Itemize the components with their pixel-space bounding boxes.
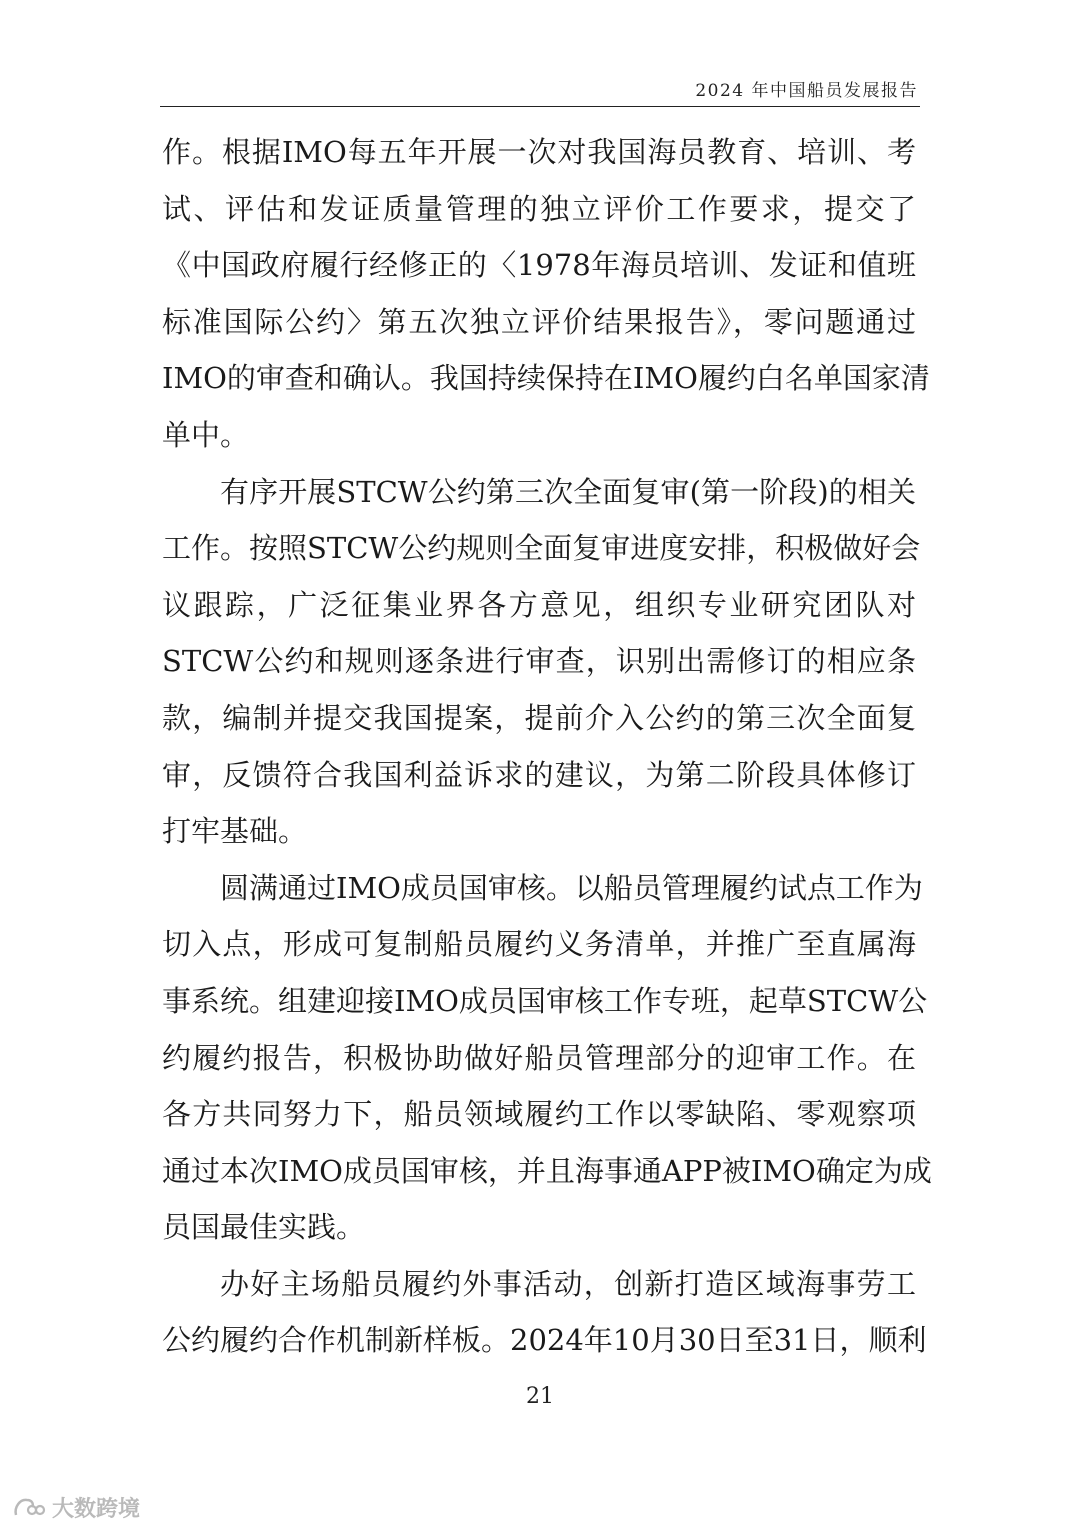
paragraph-line: 圆满通过IMO成员国审核。以船员管理履约试点工作为 [220,870,923,905]
page-number: 21 [526,1384,554,1409]
paragraph-line: 办好主场船员履约外事活动，创新打造区域海事劳工 [220,1266,916,1301]
paragraph-line: 工作。按照STCW公约规则全面复审进度安排，积极做好会 [162,531,921,566]
paragraph-line: 《中国政府履行经修正的〈1978年海员培训、发证和值班 [162,248,916,283]
paragraph-line: 单中。 [162,417,250,452]
paragraph-line: 公约履约合作机制新样板。2024年10月30日至31日，顺利 [162,1323,927,1358]
paragraph-line: 约履约报告，积极协助做好船员管理部分的迎审工作。在 [162,1040,916,1075]
paragraph-line: 议跟踪，广泛征集业界各方意见，组织专业研究团队对 [162,587,916,622]
paragraph-line: 事系统。组建迎接IMO成员国审核工作专班，起草STCW公 [162,983,928,1018]
header-divider [160,106,920,107]
paragraph-line: 打牢基础。 [162,814,308,849]
watermark-text: 大数跨境 [52,1497,141,1522]
paragraph-line: 切入点，形成可复制船员履约义务清单，并推广至直属海 [162,927,916,962]
paragraph-line: 有序开展STCW公约第三次全面复审(第一阶段)的相关 [220,474,916,509]
running-header: 2024 年中国船员发展报告 [695,81,918,101]
body-text [162,124,932,1369]
paragraph-line: 员国最佳实践。 [162,1210,366,1245]
paragraph-line: 试、评估和发证质量管理的独立评价工作要求，提交了 [162,191,916,226]
paragraph-line: STCW公约和规则逐条进行审查，识别出需修订的相应条 [162,644,916,679]
paragraph-line: 标准国际公约〉第五次独立评价结果报告》，零问题通过 [162,304,916,339]
brand-logo-icon [12,1495,46,1521]
watermark [12,1492,140,1523]
paragraph-line: IMO的审查和确认。我国持续保持在IMO履约白名单国家清 [162,361,930,396]
paragraph-line: 作。根据IMO每五年开展一次对我国海员教育、培训、考 [162,135,916,169]
paragraph-line: 审，反馈符合我国利益诉求的建议，为第二阶段具体修订 [162,757,916,792]
paragraph-line: 通过本次IMO成员国审核，并且海事通APP被IMO确定为成 [162,1153,932,1188]
paragraph-line: 各方共同努力下，船员领域履约工作以零缺陷、零观察项 [162,1097,916,1132]
paragraph-line: 款，编制并提交我国提案，提前介入公约的第三次全面复 [162,700,916,735]
